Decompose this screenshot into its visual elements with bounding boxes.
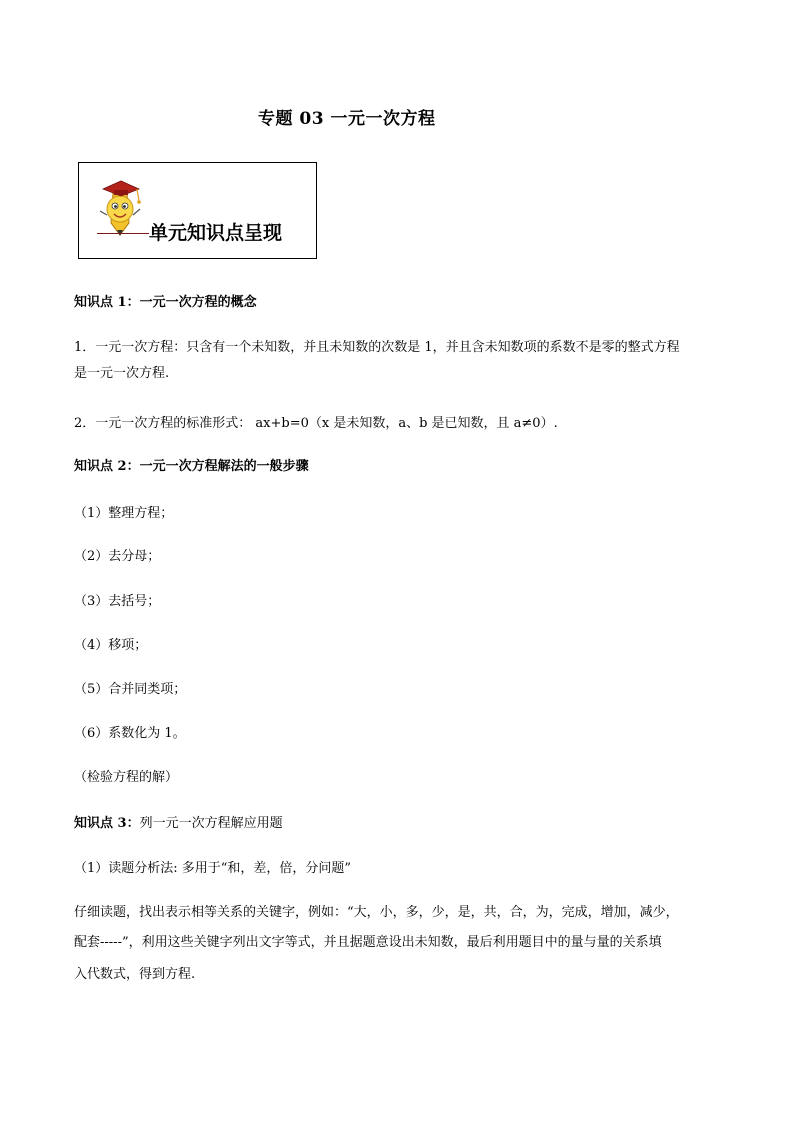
banner-underline: [97, 233, 149, 234]
kp2-check: （检验方程的解）: [74, 770, 179, 785]
kp3-heading-text: 列一元一次方程解应用题: [139, 816, 283, 831]
kp2-step-1: （1）整理方程；: [74, 506, 174, 521]
kp1-paragraph-1-line-2: 是一元一次方程.: [74, 366, 170, 381]
kp2-step-4: （4）移项；: [74, 638, 148, 653]
kp3-item-1: （1）读题分析法: 多用于“和，差，倍，分问题”: [74, 861, 352, 876]
mascot-graduation-cap-icon: [93, 175, 145, 237]
banner-label: 单元知识点呈现: [149, 222, 283, 244]
kp2-step-6: （6）系数化为 1。: [74, 726, 186, 741]
kp3-heading-label: 知识点 3：: [74, 816, 140, 831]
kp3-heading: [74, 811, 283, 837]
kp1-paragraph-1-line-1: 1．一元一次方程：只含有一个未知数，并且未知数的次数是 1，并且含未知数项的系数不是零的整式方程: [74, 340, 680, 355]
kp2-heading: 知识点 2：一元一次方程解法的一般步骤: [74, 459, 309, 474]
kp1-heading: 知识点 1：一元一次方程的概念: [74, 295, 257, 310]
page-title: 专题 03 一元一次方程: [258, 109, 436, 129]
kp1-paragraph-2: 2．一元一次方程的标准形式： ax+b=0（x 是未知数，a、b 是已知数，且 a≠0）.: [74, 416, 558, 431]
kp3-paragraph-line-3: 入代数式，得到方程.: [74, 967, 196, 982]
kp3-paragraph-line-2: 配套-----”，利用这些关键字列出文字等式，并且据题意设出未知数，最后利用题目中的量与量的关系填: [74, 935, 662, 950]
kp2-step-3: （3）去括号；: [74, 594, 161, 609]
kp2-step-5: （5）合并同类项；: [74, 682, 187, 697]
kp3-paragraph-line-1: 仔细读题，找出表示相等关系的关键字，例如：“大，小，多，少，是，共，合，为，完成，增加，减少，: [74, 905, 679, 920]
kp2-step-2: （2）去分母；: [74, 549, 161, 564]
unit-banner: [78, 162, 317, 259]
